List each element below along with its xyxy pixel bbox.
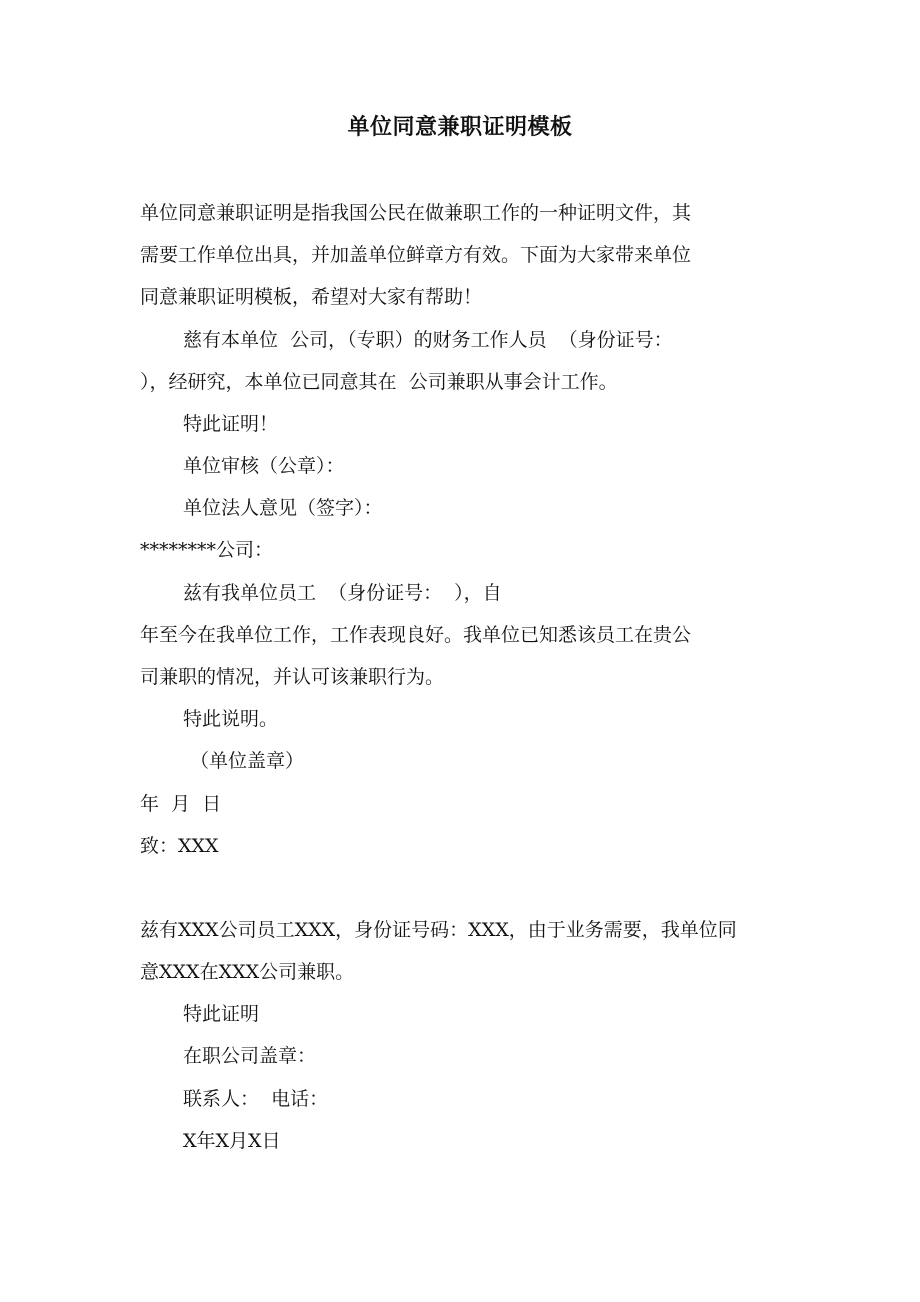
template3-contact: 联系人： 电话：	[183, 1088, 329, 1110]
template2-seal: （单位盖章）	[190, 750, 305, 772]
template3-body-line-1: 兹有XXX公司员工XXX，身份证号码：XXX，由于业务需要，我单位同	[140, 919, 737, 941]
template3-closing: 特此证明	[183, 1003, 260, 1025]
template2-closing: 特此说明。	[183, 708, 279, 730]
template3-date: X年X月X日	[183, 1130, 281, 1152]
document-title: 单位同意兼职证明模板	[347, 115, 573, 140]
template1-closing: 特此证明！	[183, 413, 279, 435]
template3-addressee: 致：XXX	[140, 835, 219, 857]
template2-addressee: ********公司：	[140, 539, 274, 561]
template1-legal-opinion: 单位法人意见（签字）：	[183, 497, 383, 519]
template3-body-line-2: 意XXX在XXX公司兼职。	[140, 961, 355, 983]
intro-line-1: 单位同意兼职证明是指我国公民在做兼职工作的一种证明文件，其	[140, 202, 692, 224]
template1-review: 单位审核（公章）：	[183, 455, 345, 477]
template2-body-line-3: 司兼职的情况，并认可该兼职行为。	[140, 666, 445, 688]
template1-body-line-1: 慈有本单位 公司，（专职）的财务工作人员 （身份证号：	[183, 329, 673, 351]
template2-date: 年 月 日	[140, 793, 222, 815]
template1-body-line-2: ），经研究，本单位已同意其在 公司兼职从事会计工作。	[140, 371, 618, 393]
template3-seal: 在职公司盖章：	[183, 1045, 317, 1067]
intro-line-2: 需要工作单位出具，并加盖单位鲜章方有效。下面为大家带来单位	[140, 244, 692, 266]
template2-body-line-2: 年至今在我单位工作，工作表现良好。我单位已知悉该员工在贵公	[140, 624, 692, 646]
intro-line-3: 同意兼职证明模板，希望对大家有帮助！	[140, 286, 483, 308]
template2-body-line-1: 兹有我单位员工 （身份证号： ），自	[183, 582, 502, 604]
